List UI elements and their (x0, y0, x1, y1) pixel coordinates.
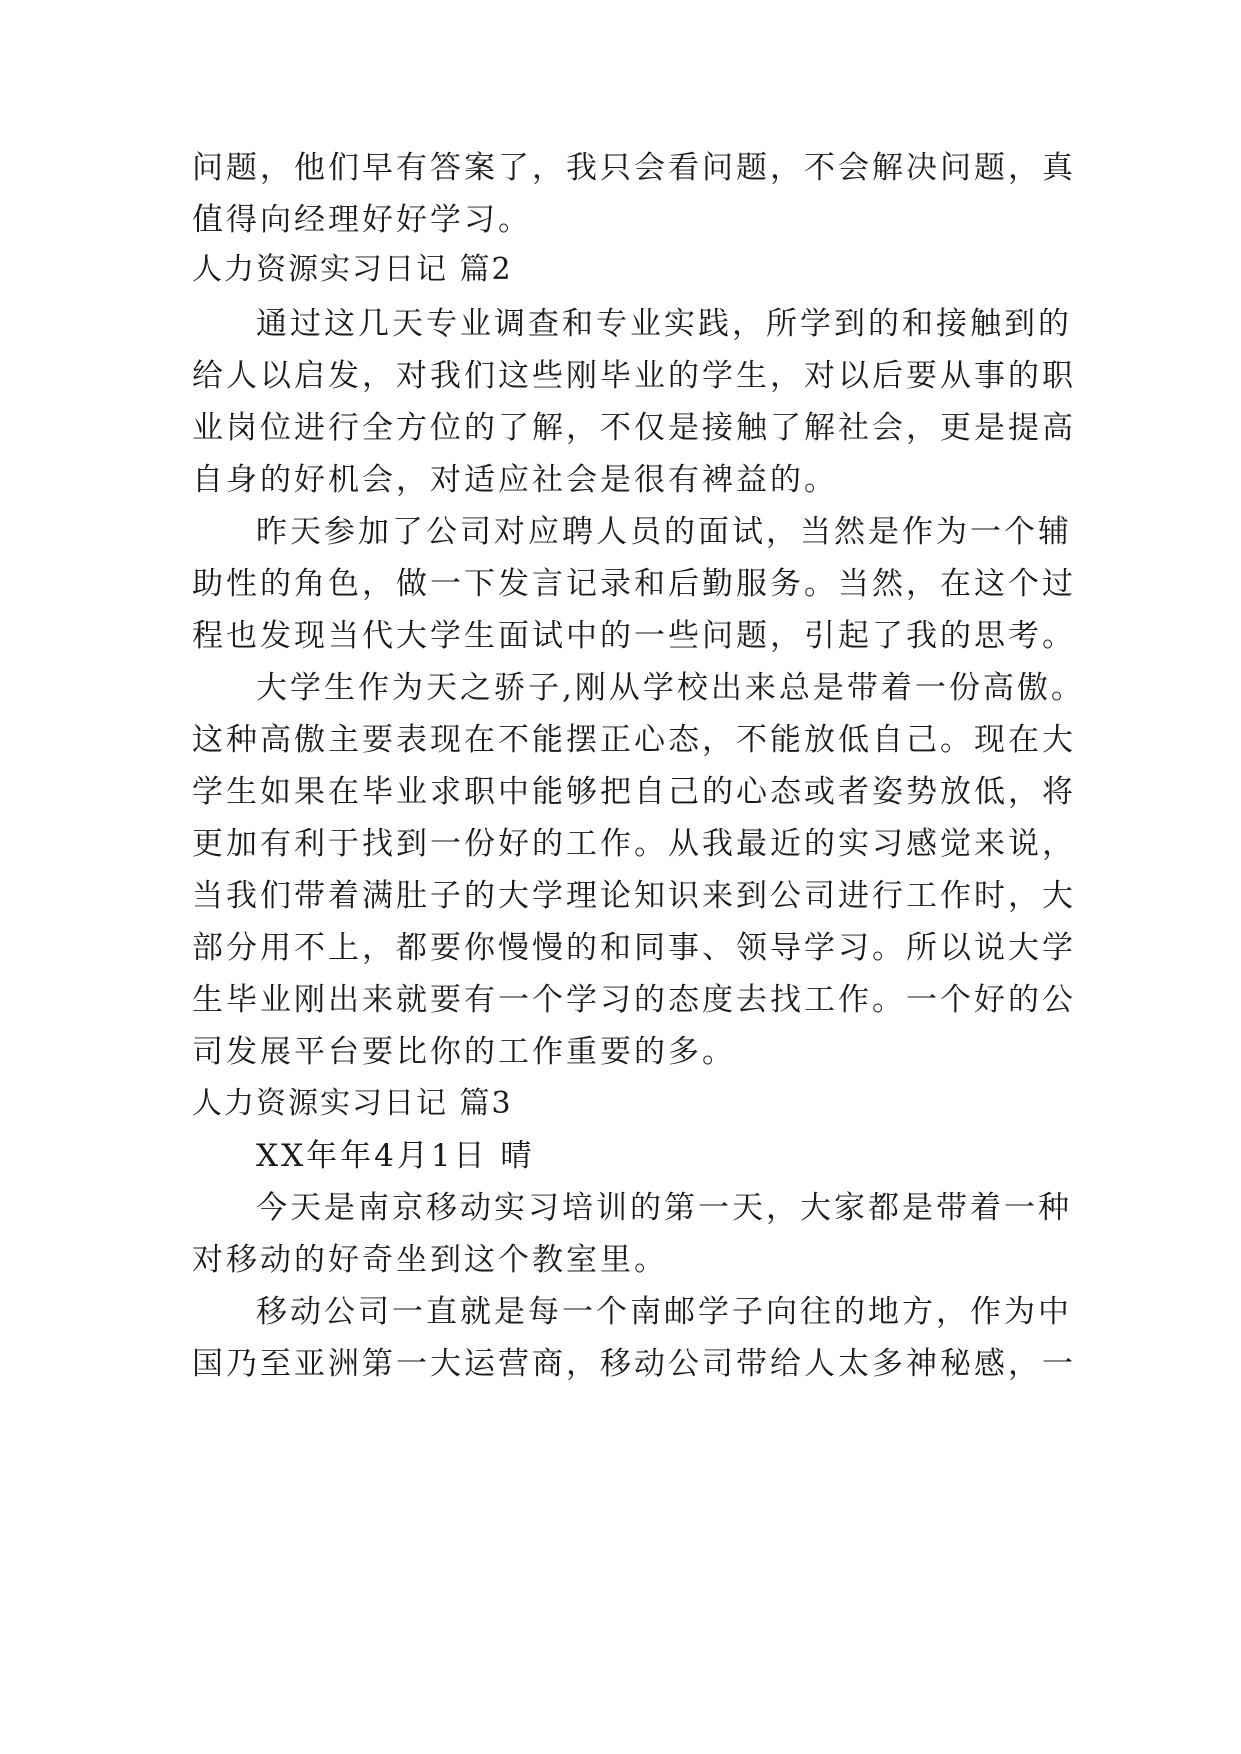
body-line: 当我们带着满肚子的大学理论知识来到公司进行工作时，大 (192, 878, 1076, 914)
body-line: 业岗位进行全方位的了解，不仅是接触了解社会，更是提高 (192, 410, 1076, 446)
body-line: 生毕业刚出来就要有一个学习的态度去找工作。一个好的公 (192, 982, 1076, 1018)
body-line: 值得向经理好好学习。 (192, 202, 532, 238)
date-line: XX年年4月1日 晴 (256, 1138, 535, 1174)
body-line: 昨天参加了公司对应聘人员的面试，当然是作为一个辅 (256, 514, 1072, 550)
body-line: 国乃至亚洲第一大运营商，移动公司带给人太多神秘感，一 (192, 1346, 1076, 1382)
section-heading: 人力资源实习日记 篇2 (192, 252, 513, 287)
body-line: 学生如果在毕业求职中能够把自己的心态或者姿势放低，将 (192, 774, 1076, 810)
body-line: 大学生作为天之骄子,刚从学校出来总是带着一份高傲。 (256, 670, 1085, 706)
body-line: 给人以启发，对我们这些刚毕业的学生，对以后要从事的职 (192, 358, 1076, 394)
body-line: 通过这几天专业调查和专业实践，所学到的和接触到的 (256, 306, 1072, 342)
body-line: 助性的角色，做一下发言记录和后勤服务。当然，在这个过 (192, 566, 1076, 602)
body-line: 部分用不上，都要你慢慢的和同事、领导学习。所以说大学 (192, 930, 1076, 966)
body-line: 更加有利于找到一份好的工作。从我最近的实习感觉来说， (192, 826, 1076, 862)
body-line: 程也发现当代大学生面试中的一些问题，引起了我的思考。 (192, 618, 1076, 654)
body-line: 这种高傲主要表现在不能摆正心态，不能放低自己。现在大 (192, 722, 1076, 758)
body-line: 今天是南京移动实习培训的第一天，大家都是带着一种 (256, 1190, 1072, 1226)
section-heading: 人力资源实习日记 篇3 (192, 1086, 513, 1121)
body-line: 移动公司一直就是每一个南邮学子向往的地方，作为中 (256, 1294, 1072, 1330)
body-line: 自身的好机会，对适应社会是很有裨益的。 (192, 462, 838, 498)
body-line: 问题，他们早有答案了，我只会看问题，不会解决问题，真 (192, 150, 1076, 186)
body-line: 司发展平台要比你的工作重要的多。 (192, 1034, 736, 1070)
body-line: 对移动的好奇坐到这个教室里。 (192, 1242, 668, 1278)
